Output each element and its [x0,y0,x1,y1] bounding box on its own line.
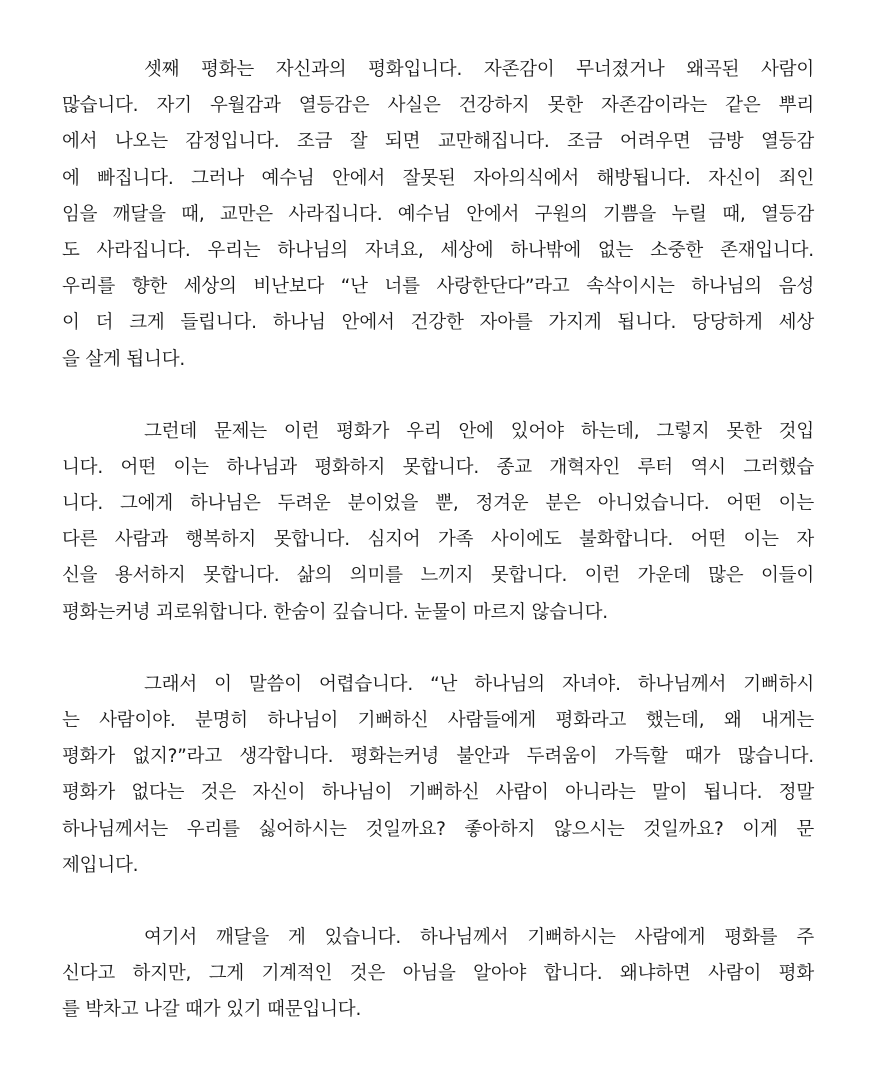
paragraph-difficult-word [62,667,814,884]
text-line: 우리를 향한 세상의 비난보다 “난 너를 사랑한단다”라고 속삭이시는 하나님의 음성 [62,276,814,298]
text-line: 를 박차고 나갈 때가 있기 때문입니다. [62,999,362,1021]
text-line: 여기서 깨달을 게 있습니다. 하나님께서 기뻐하시는 사람에게 평화를 주 [144,926,814,948]
text-line: 이 더 크게 들립니다. 하나님 안에서 건강한 자아를 가지게 됩니다. 당당하게 세상 [62,312,814,334]
text-line: 다른 사람과 행복하지 못합니다. 심지어 가족 사이에도 불화합니다. 어떤 이는 자 [62,529,814,551]
text-line: 는 사람이야. 분명히 하나님이 기뻐하신 사람들에게 평화라고 했는데, 왜 내게는 [62,710,814,731]
text-line: 제입니다. [62,854,139,876]
text-line: 니다. 그에게 하나님은 두려운 분이었을 뿐, 정겨운 분은 아니었습니다. 어떤 이는 [62,493,814,515]
document-page [62,52,814,1065]
paragraph-problem [62,414,814,631]
text-line: 에서 나오는 감정입니다. 조금 잘 되면 교만해집니다. 조금 어려우면 금방 열등감 [62,131,814,153]
text-line: 니다. 어떤 이는 하나님과 평화하지 못합니다. 종교 개혁자인 루터 역시 그러했습 [62,456,814,478]
text-line: 평화가 없지?”라고 생각합니다. 평화는커녕 불안과 두려움이 가득할 때가 많습니다. [62,746,814,768]
text-line: 평화가 없다는 것은 자신이 하나님이 기뻐하신 사람이 아니라는 말이 됩니다. 정말 [62,782,814,804]
text-line: 셋째 평화는 자신과의 평화입니다. 자존감이 무너졌거나 왜곡된 사람이 [144,59,814,80]
text-line: 임을 깨달을 때, 교만은 사라집니다. 예수님 안에서 구원의 기쁨을 누릴 때, 열등감 [62,203,814,225]
text-line: 그런데 문제는 이런 평화가 우리 안에 있어야 하는데, 그렇지 못한 것입 [144,420,814,442]
text-line: 에 빠집니다. 그러나 예수님 안에서 잘못된 자아의식에서 해방됩니다. 자신이 죄인 [62,167,814,189]
text-line: 많습니다. 자기 우월감과 열등감은 사실은 건강하지 못한 자존감이라는 같은 뿌리 [62,95,814,117]
paragraph-self-peace [62,52,814,378]
text-line: 그래서 이 말씀이 어렵습니다. “난 하나님의 자녀야. 하나님께서 기뻐하시 [144,673,814,695]
text-line: 신을 용서하지 못합니다. 삶의 의미를 느끼지 못합니다. 이런 가운데 많은 이들이 [62,565,814,587]
text-line: 도 사라집니다. 우리는 하나님의 자녀요, 세상에 하나밖에 없는 소중한 존재입니다. [62,239,814,261]
text-line: 하나님께서는 우리를 싫어하시는 것일까요? 좋아하지 않으시는 것일까요? 이게 문 [62,818,814,840]
paragraph-realization [62,920,814,1029]
text-line: 평화는커녕 괴로워합니다. 한숨이 깊습니다. 눈물이 마르지 않습니다. [62,601,608,623]
text-line: 을 살게 됩니다. [62,348,186,370]
text-line: 신다고 하지만, 그게 기계적인 것은 아님을 알아야 합니다. 왜냐하면 사람이 평화 [62,963,814,985]
